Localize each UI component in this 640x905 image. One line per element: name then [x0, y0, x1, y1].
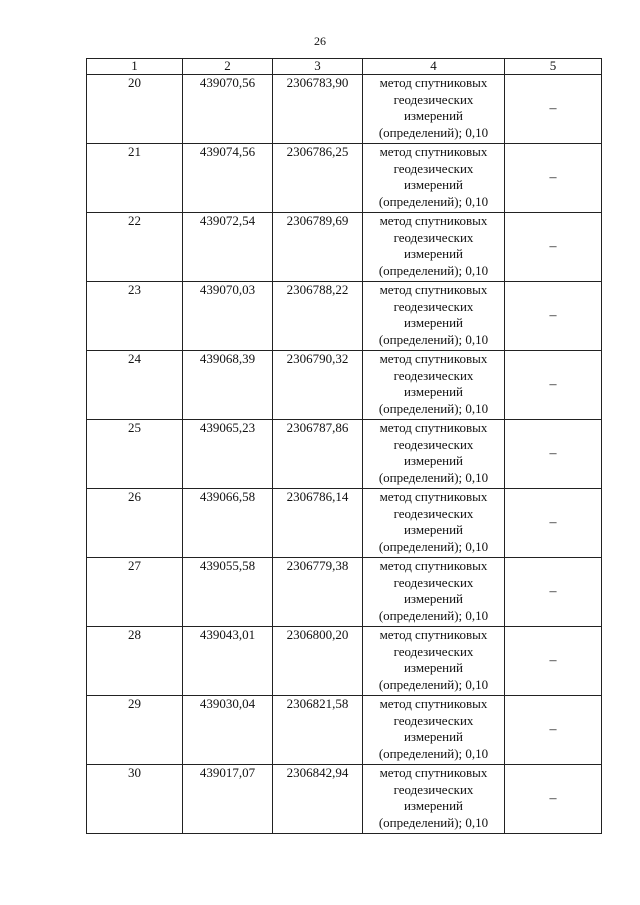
note-cell: – — [505, 75, 602, 144]
table-row — [87, 627, 602, 696]
method-line: геодезических — [393, 298, 474, 314]
note-cell: – — [505, 282, 602, 351]
note-cell: – — [505, 765, 602, 834]
method-line: метод спутниковых — [379, 696, 488, 711]
method-line: измерений — [403, 177, 464, 192]
method-line: измерений — [403, 660, 464, 675]
table-row — [87, 282, 602, 351]
method-line: (определений); 0,10 — [378, 469, 489, 485]
y-coordinate-cell: 2306786,14 — [273, 489, 363, 558]
column-header-4: 4 — [363, 59, 505, 75]
table-row — [87, 144, 602, 213]
note-cell: – — [505, 627, 602, 696]
x-coordinate-cell: 439070,03 — [183, 282, 273, 351]
table-row — [87, 558, 602, 627]
point-number-cell: 25 — [87, 420, 183, 489]
x-coordinate-cell: 439074,56 — [183, 144, 273, 213]
point-number-cell: 24 — [87, 351, 183, 420]
method-line: измерений — [403, 453, 464, 468]
y-coordinate-cell: 2306821,58 — [273, 696, 363, 765]
method-cell — [363, 282, 505, 351]
method-line: геодезических — [393, 160, 474, 176]
method-line: метод спутниковых — [379, 144, 488, 159]
method-line: (определений); 0,10 — [378, 538, 489, 554]
x-coordinate-cell: 439066,58 — [183, 489, 273, 558]
method-cell — [363, 558, 505, 627]
method-line: измерений — [403, 384, 464, 399]
y-coordinate-cell: 2306787,86 — [273, 420, 363, 489]
point-number-cell: 22 — [87, 213, 183, 282]
x-coordinate-cell: 439030,04 — [183, 696, 273, 765]
method-line: метод спутниковых — [379, 213, 488, 228]
point-number-cell: 27 — [87, 558, 183, 627]
point-number-cell: 21 — [87, 144, 183, 213]
table-header-row — [87, 59, 602, 75]
method-line: метод спутниковых — [379, 75, 488, 90]
method-cell — [363, 627, 505, 696]
note-cell: – — [505, 696, 602, 765]
method-line: (определений); 0,10 — [378, 400, 489, 416]
point-number-cell: 23 — [87, 282, 183, 351]
method-line: геодезических — [393, 643, 474, 659]
y-coordinate-cell: 2306783,90 — [273, 75, 363, 144]
x-coordinate-cell: 439055,58 — [183, 558, 273, 627]
x-coordinate-cell: 439043,01 — [183, 627, 273, 696]
method-cell — [363, 144, 505, 213]
point-number-cell: 29 — [87, 696, 183, 765]
table-row — [87, 696, 602, 765]
y-coordinate-cell: 2306788,22 — [273, 282, 363, 351]
method-line: геодезических — [393, 712, 474, 728]
column-header-1: 1 — [87, 59, 183, 75]
method-line: измерений — [403, 798, 464, 813]
note-cell: – — [505, 558, 602, 627]
x-coordinate-cell: 439017,07 — [183, 765, 273, 834]
method-line: метод спутниковых — [379, 282, 488, 297]
method-line: геодезических — [393, 367, 474, 383]
y-coordinate-cell: 2306842,94 — [273, 765, 363, 834]
note-cell: – — [505, 489, 602, 558]
y-coordinate-cell: 2306789,69 — [273, 213, 363, 282]
x-coordinate-cell: 439072,54 — [183, 213, 273, 282]
method-line: метод спутниковых — [379, 489, 488, 504]
page-number: 26 — [314, 34, 326, 48]
method-line: (определений); 0,10 — [378, 124, 489, 140]
table-row — [87, 489, 602, 558]
column-header-2: 2 — [183, 59, 273, 75]
column-header-3: 3 — [273, 59, 363, 75]
method-line: геодезических — [393, 574, 474, 590]
point-number-cell: 30 — [87, 765, 183, 834]
method-line: измерений — [403, 591, 464, 606]
method-line: (определений); 0,10 — [378, 814, 489, 830]
coordinates-table — [86, 58, 602, 834]
method-cell — [363, 420, 505, 489]
method-cell — [363, 765, 505, 834]
method-line: метод спутниковых — [379, 627, 488, 642]
method-line: измерений — [403, 315, 464, 330]
method-line: метод спутниковых — [379, 558, 488, 573]
method-line: измерений — [403, 246, 464, 261]
method-cell — [363, 75, 505, 144]
method-line: (определений); 0,10 — [378, 745, 489, 761]
method-cell — [363, 696, 505, 765]
point-number-cell: 28 — [87, 627, 183, 696]
method-line: геодезических — [393, 91, 474, 107]
table-row — [87, 351, 602, 420]
method-cell — [363, 213, 505, 282]
method-line: геодезических — [393, 505, 474, 521]
method-line: измерений — [403, 522, 464, 537]
note-cell: – — [505, 213, 602, 282]
x-coordinate-cell: 439070,56 — [183, 75, 273, 144]
method-line: измерений — [403, 108, 464, 123]
method-line: геодезических — [393, 229, 474, 245]
method-line: геодезических — [393, 436, 474, 452]
table-body — [87, 75, 602, 834]
method-cell — [363, 351, 505, 420]
method-line: (определений); 0,10 — [378, 193, 489, 209]
y-coordinate-cell: 2306800,20 — [273, 627, 363, 696]
point-number-cell: 26 — [87, 489, 183, 558]
note-cell: – — [505, 420, 602, 489]
method-line: измерений — [403, 729, 464, 744]
x-coordinate-cell: 439065,23 — [183, 420, 273, 489]
note-cell: – — [505, 351, 602, 420]
point-number-cell: 20 — [87, 75, 183, 144]
method-line: метод спутниковых — [379, 420, 488, 435]
table-row — [87, 75, 602, 144]
table-row — [87, 420, 602, 489]
y-coordinate-cell: 2306786,25 — [273, 144, 363, 213]
y-coordinate-cell: 2306779,38 — [273, 558, 363, 627]
method-line: геодезических — [393, 781, 474, 797]
method-line: метод спутниковых — [379, 765, 488, 780]
method-line: (определений); 0,10 — [378, 262, 489, 278]
table-row — [87, 765, 602, 834]
note-cell: – — [505, 144, 602, 213]
method-line: метод спутниковых — [379, 351, 488, 366]
x-coordinate-cell: 439068,39 — [183, 351, 273, 420]
table-row — [87, 213, 602, 282]
method-line: (определений); 0,10 — [378, 607, 489, 623]
method-cell — [363, 489, 505, 558]
y-coordinate-cell: 2306790,32 — [273, 351, 363, 420]
method-line: (определений); 0,10 — [378, 331, 489, 347]
method-line: (определений); 0,10 — [378, 676, 489, 692]
column-header-5: 5 — [505, 59, 602, 75]
